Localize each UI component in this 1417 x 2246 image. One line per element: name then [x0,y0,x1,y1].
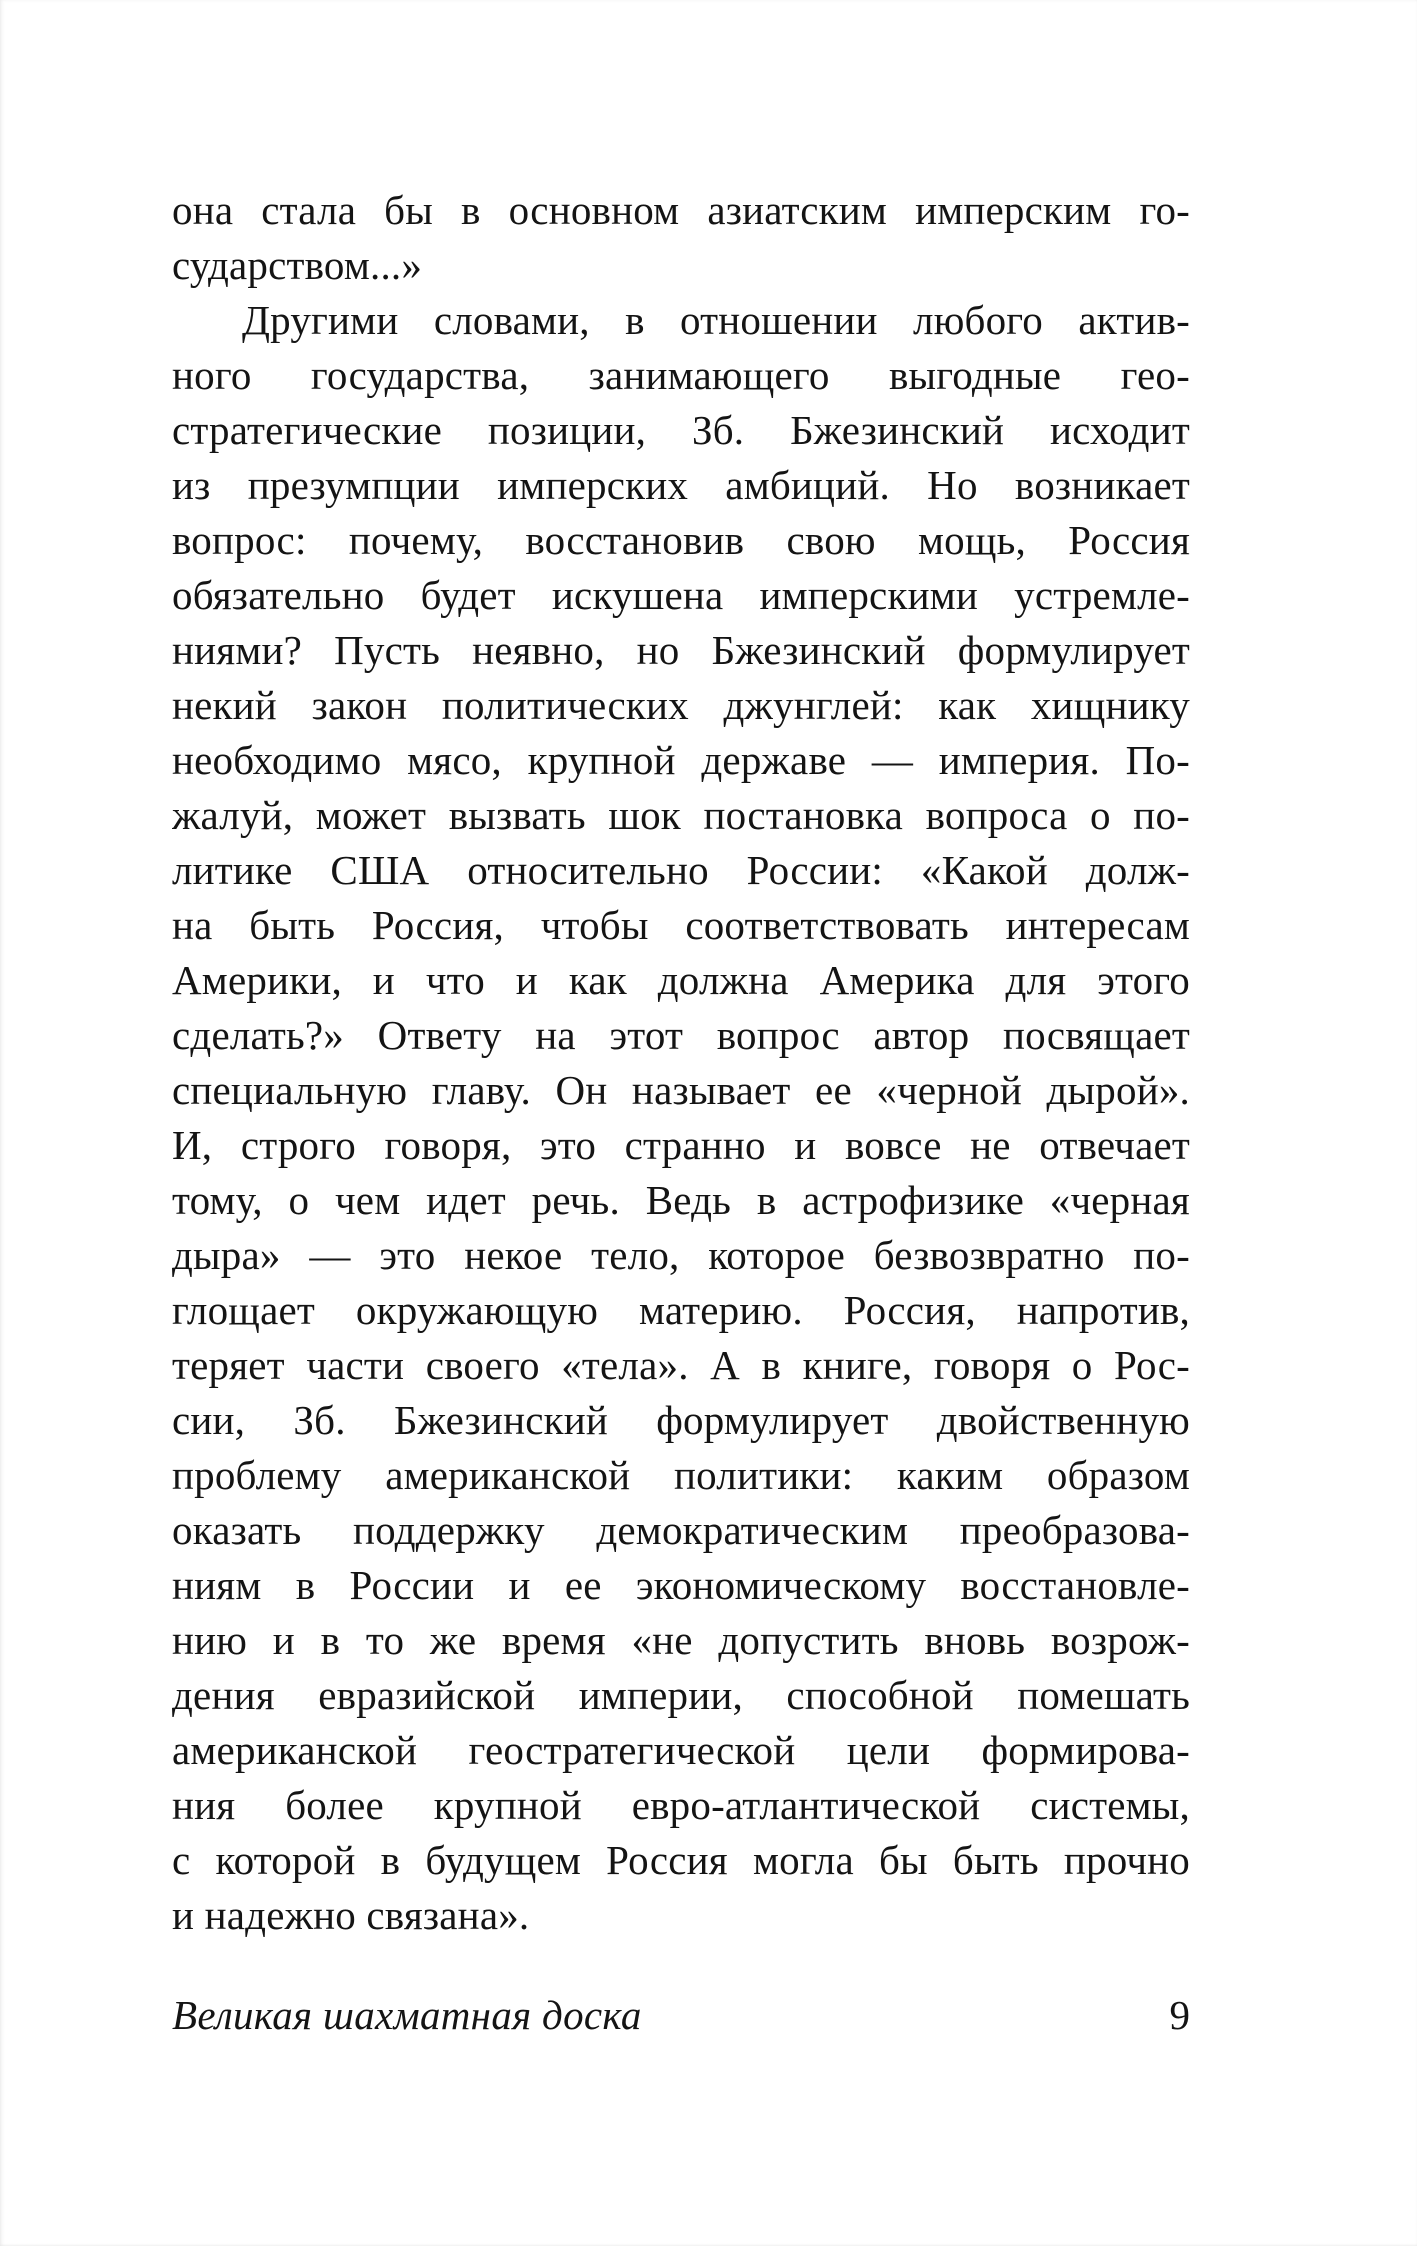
text-line: глощает окружающую материю. Россия, напротив, [172,1287,1190,1333]
text-line: на быть Россия, чтобы соответствовать интересам [172,902,1190,948]
text-line: стратегические позиции, Зб. Бжезинский исходит [172,407,1190,453]
text-line: сударством...» [172,242,423,288]
text-line: американской геостратегической цели формирова- [172,1727,1190,1773]
text-line: и надежно связана». [172,1892,530,1938]
text-line: Америки, и что и как должна Америка для этого [172,957,1190,1003]
text-line: обязательно будет искушена имперскими устремле- [172,572,1190,618]
text-line: специальную главу. Он называет ее «черной дырой». [172,1067,1190,1113]
text-line: некий закон политических джунглей: как хищнику [172,682,1190,728]
text-line: ния более крупной евро-атлантической системы, [172,1782,1190,1828]
text-line: литике США относительно России: «Какой долж- [172,847,1190,893]
running-title: Великая шахматная доска [172,1992,642,2038]
text-line: тому, о чем идет речь. Ведь в астрофизике «черная [172,1177,1190,1223]
text-line: ниями? Пусть неявно, но Бжезинский формулирует [172,627,1190,673]
text-line: дения евразийской империи, способной помешать [172,1672,1190,1718]
text-line: необходимо мясо, крупной державе — империя. По- [172,737,1190,783]
text-line: сделать?» Ответу на этот вопрос автор посвящает [172,1012,1190,1058]
text-line: нию и в то же время «не допустить вновь возрож- [172,1617,1190,1663]
text-line: И, строго говоря, это странно и вовсе не отвечает [172,1122,1190,1168]
text-line: ниям в России и ее экономическому восстановле- [172,1562,1190,1608]
text-line: из презумпции имперских амбиций. Но возникает [172,462,1190,508]
text-line: оказать поддержку демократическим преобразова- [172,1507,1190,1553]
page-footer [172,1988,1190,2043]
text-line: сии, Зб. Бжезинский формулирует двойственную [172,1397,1190,1443]
text-line: вопрос: почему, восстановив свою мощь, Россия [172,517,1190,563]
text-line: ного государства, занимающего выгодные гео- [172,352,1190,398]
body-text [172,183,1190,1943]
text-line: с которой в будущем Россия могла бы быть прочно [172,1837,1190,1883]
text-line: проблему американской политики: каким образом [172,1452,1190,1498]
text-line: Другими словами, в отношении любого актив- [242,297,1190,343]
text-line: жалуй, может вызвать шок постановка вопроса о по- [172,792,1190,838]
text-line: дыра» — это некое тело, которое безвозвратно по- [172,1232,1190,1278]
text-line: теряет части своего «тела». А в книге, говоря о Рос- [172,1342,1190,1388]
text-line: она стала бы в основном азиатским имперским го- [172,187,1190,233]
page-number: 9 [1169,1992,1190,2038]
